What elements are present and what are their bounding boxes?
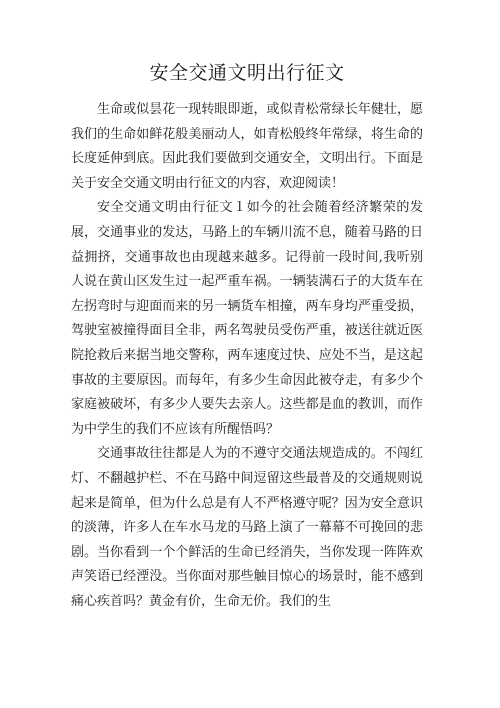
paragraph-essay-1: 安全交通文明由行征文１如今的社会随着经济繁荣的发展，交通事业的发达，马路上的车辆川流不息，随着马路的日益拥挤，交通事故也由现越来越多。记得前一段时间,我听别人说在黄山区发生过一起严重车祸。一辆装满石子的大货车在左拐弯时与迎面而来的另一辆货车相撞，两车身均严重受损，驾驶室被撞得面目全非，两名驾驶员受伤严重，被送往就近医院抢救后来据当地交警称，两车速度过快、应处不当，是这起事故的主要原因。而每年，有多少生命因此被夺走，有多少个家庭被破坏，有多少人要失去亲人。这些都是血的教训，而作为中学生的我们不应该有所醒悟吗？ xyxy=(71,200,423,437)
paragraph-traffic-accidents: 交通事故往往都是人为的不遵守交通法规造成的。不闯红灯、不翻越护栏、不在马路中间逗留这些最普及的交通规则说起来是简单，但为什么总是有人不严格遵守呢？因为安全意识的淡薄，许多人在车水马龙的马路上演了一幕幕不可挽回的悲剧。当你看到一个个鲜活的生命已经消失，当你发现一阵阵欢声笑语已经湮没。当你面对那些触目惊心的场景时，能不感到痛心疾首吗？黄金有价，生命无价。我们的生 xyxy=(71,446,423,609)
document-title: 安全交通文明出行征文 xyxy=(149,62,345,84)
paragraph-intro: 生命或似昙花一现转眼即逝，或似青松常绿长年健壮，愿我们的生命如鲜花般美丽动人，如青松般终年常绿，将生命的长度延伸到底。因此我们要做到交通安全，文明出行。下面是关于安全交通文明由行征文的内容，欢迎阅读！ xyxy=(71,102,423,191)
document-page xyxy=(71,58,423,614)
